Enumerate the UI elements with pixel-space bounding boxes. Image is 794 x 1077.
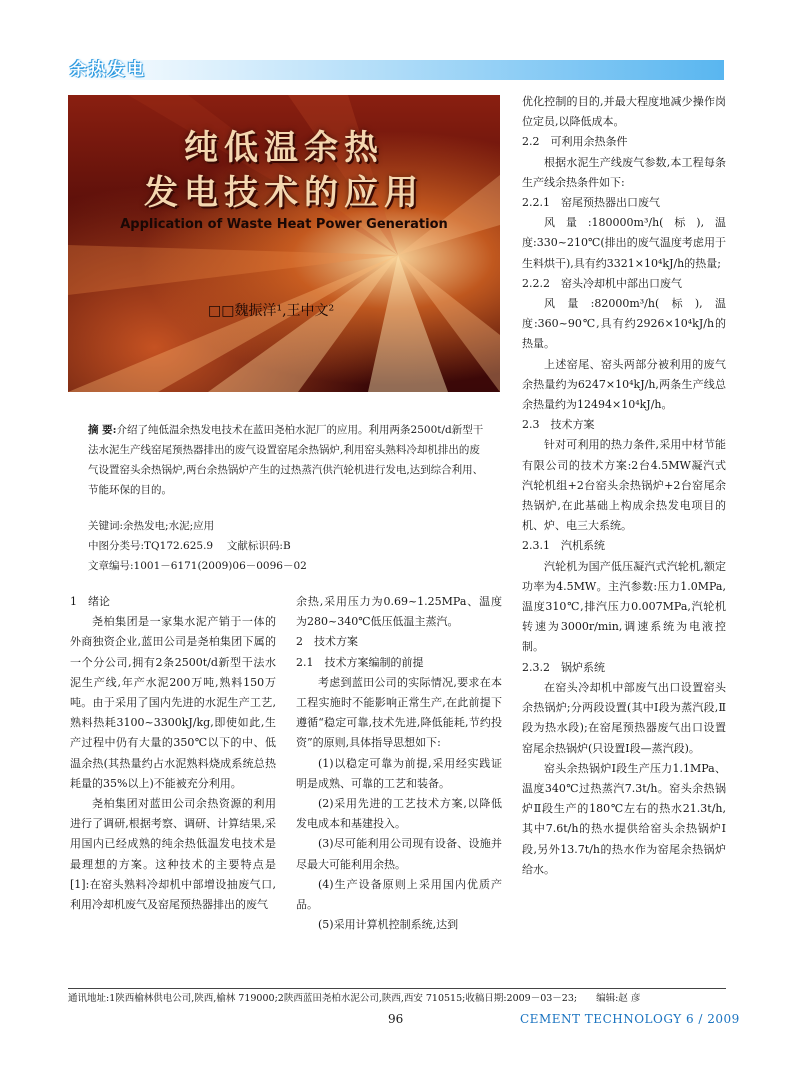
section-heading: 2.3.1 汽机系统 [522,539,605,553]
article-number: 文章编号:1001－6171(2009)06－0096－02 [88,560,307,572]
paragraph: (4)生产设备原则上采用国内优质产品。 [296,877,502,912]
section-heading: 2.2 可利用余热条件 [522,135,628,149]
paragraph: 考虑到蓝田公司的实际情况,要求在本工程实施时不能影响正常生产,在此前提下遵循“稳定可靠,技术先进,降低能耗,节约投资”的原则,具体指导思想如下: [296,675,502,750]
paragraph: 汽轮机为国产低压凝汽式汽轮机,额定功率为4.5MW。主汽参数:压力1.0MPa,温度310℃,排汽压力0.007MPa,汽轮机转速为3000r/min,调速系统为电液控制。 [522,559,726,654]
section-heading: 1 绪论 [70,595,110,608]
body-column-1 [70,592,276,915]
paragraph: (3)尽可能利用公司现有设备、设施并尽最大可能利用余热。 [296,837,502,871]
paragraph: 针对可利用的热力条件,采用中材节能有限公司的技术方案:2台4.5MW凝汽式汽轮机组+2台窑头余热锅炉+2台窑尾余热锅炉,在此基础上构成余热发电项目的机、炉、电三大系统。 [522,438,726,533]
section-label: 余热发电 [70,60,146,80]
section-heading: 2.3.2 锅炉系统 [522,660,605,674]
section-heading: 2.2.1 窑尾预热器出口废气 [522,196,660,210]
banner-title-line1: 纯低温余热 [184,128,384,168]
body-column-2 [296,592,502,935]
classification-codes: 中图分类号:TQ172.625.9 文献标识码:B [88,540,291,552]
abstract-block [88,420,488,500]
paragraph: 窑头余热锅炉Ⅰ段生产压力1.1MPa、温度340℃过热蒸汽7.3t/h。窑头余热锅炉Ⅱ段生产的180℃左右的热水21.3t/h,其中7.6t/h的热水提供给窑头余热锅炉Ⅰ段,另外13.7t/h的热水作为窑尾余热锅炉给水。 [522,761,726,876]
section-heading: 2 技术方案 [296,635,358,649]
abstract-text: 介绍了纯低温余热发电技术在蓝田尧柏水泥厂的应用。利用两条2500t/d新型干法水泥生产线窑尾预热器排出的废气设置窑尾余热锅炉,利用窑头熟料冷却机排出的废气设置窑头余热锅炉,两台余热锅炉产生的过热蒸汽供汽轮机进行发电,达到综合利用、节能环保的目的。 [88,424,484,496]
banner-authors: □□魏振洋¹,王中文² [208,303,335,319]
banner-english-title: Application of Waste Heat Power Generation [120,217,448,232]
paragraph: 余热,采用压力为0.69~1.25MPa、温度为280~340℃低压低温主蒸汽。 [296,595,502,629]
banner-title-line2: 发电技术的应用 [144,173,424,213]
paragraph: 在窑头冷却机中部废气出口设置窑头余热锅炉;分两段设置(其中Ⅰ段为蒸汽段,Ⅱ段为热水段);在窑尾预热器废气出口设置窑尾余热锅炉(只设置Ⅰ段—蒸汽段)。 [522,680,726,755]
journal-name: CEMENT TECHNOLOGY 6 / 2009 [520,1012,740,1026]
article-meta [88,516,488,576]
paragraph: 尧柏集团对蓝田公司余热资源的利用进行了调研,根据考察、调研、计算结果,采用国内已经成熟的纯余热低温发电技术是最理想的方案。这种技术的主要特点是[1]:在窑头熟料冷却机中部增设抽废气口,利用冷却机废气及窑尾预热器排出的废气 [70,797,276,912]
paragraph: (2)采用先进的工艺技术方案,以降低发电成本和基建投入。 [296,797,502,831]
footer-note: 通讯地址:1陕西榆林供电公司,陕西,榆林 719000;2陕西蓝田尧柏水泥公司,陕西,西安 710515;收稿日期:2009－03－23; 编辑:赵 彦 [68,993,641,1004]
section-heading: 2.3 技术方案 [522,418,595,432]
section-heading: 2.1 技术方案编制的前提 [296,655,424,669]
paragraph: 优化控制的目的,并最大程度地减少操作岗位定员,以降低成本。 [522,95,726,129]
body-column-3 [522,92,726,880]
section-header-bar [70,60,724,80]
paragraph: (1)以稳定可靠为前提,采用经实践证明是成熟、可靠的工艺和装备。 [296,756,502,790]
article-banner [68,95,500,392]
keywords: 关键词:余热发电;水泥;应用 [88,520,215,532]
abstract-label: 摘 要: [88,424,117,436]
page-number: 96 [388,1012,404,1026]
paragraph: 风量:180000m³/h(标),温度:330~210℃(排出的废气温度考虑用于生料烘干),具有约3321×10⁴kJ/h的热量; [522,216,726,270]
paragraph: (5)采用计算机控制系统,达到 [318,918,459,932]
section-heading: 2.2.2 窑头冷却机中部出口废气 [522,276,682,290]
paragraph: 根据水泥生产线废气参数,本工程每条生产线余热条件如下: [522,155,726,189]
paragraph: 尧柏集团是一家集水泥产销于一体的外商独资企业,蓝田公司是尧柏集团下属的一个分公司,拥有2条2500t/d新型干法水泥生产线,年产水泥200万吨,熟料150万吨。由于采用了国内先进的水泥生产工艺,熟料热耗3100~3300kJ/kg,即使如此,生产过程中仍有大量的350℃以下的中、低温余热(其热量约占水泥熟料烧成系统总热耗量的35%以上)不能被充分利用。 [70,615,276,790]
footer-divider [68,988,726,989]
paragraph: 上述窑尾、窑头两部分被利用的废气余热量约为6247×10⁴kJ/h,两条生产线总余热量约为12494×10⁴kJ/h。 [522,357,726,412]
paragraph: 风量:82000m³/h(标),温度:360~90℃,具有约2926×10⁴kJ/h的热量。 [522,297,726,351]
